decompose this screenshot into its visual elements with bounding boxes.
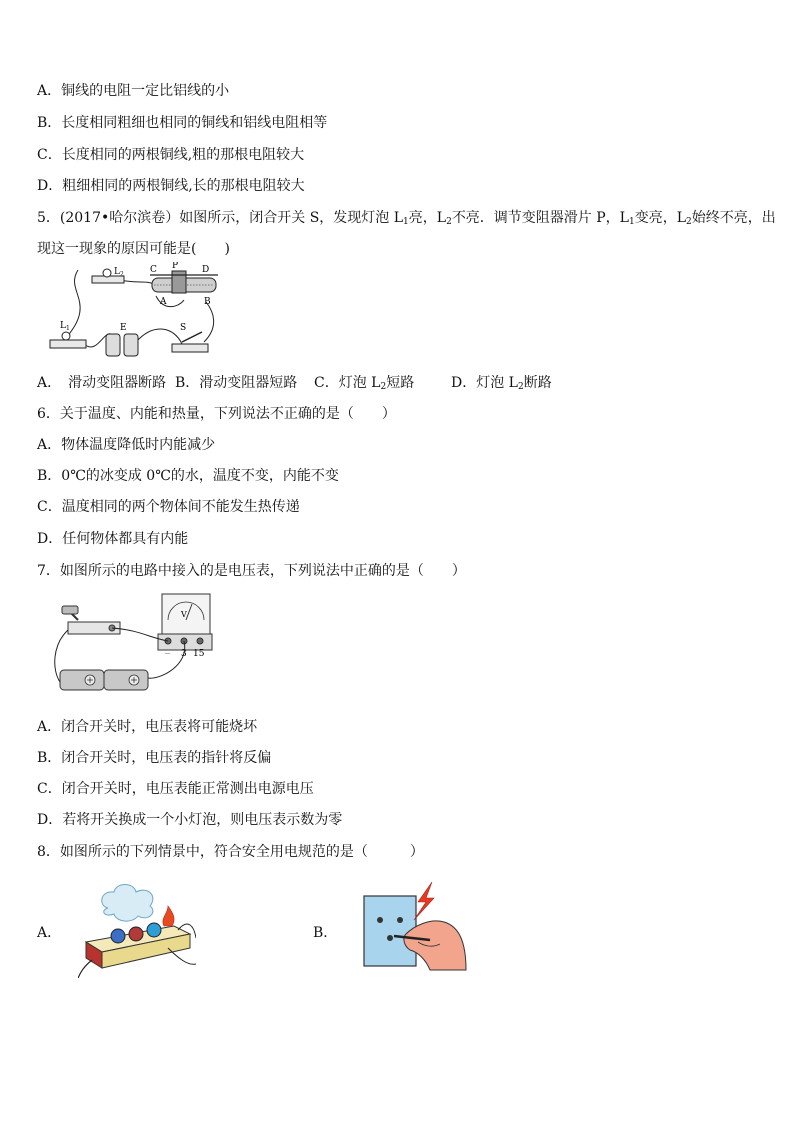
l1-label: L (60, 321, 66, 331)
q4-option-b: B．长度相同粗细也相同的铜线和铝线电阻相等 (37, 115, 328, 131)
subscript: 1 (628, 217, 635, 227)
q4-option-a: A．铜线的电阻一定比铝线的小 (37, 83, 230, 99)
q6-option-a: A．物体温度降低时内能减少 (37, 437, 216, 453)
subscript: 2 (119, 271, 124, 278)
q5-option-c-text: 短路 (386, 375, 415, 391)
q5-circuit-figure (44, 262, 234, 362)
q5-stem-part: 变亮，L (634, 210, 687, 226)
subscript: 1 (403, 217, 409, 227)
svg-text:L1 (60, 321, 70, 332)
q7-option-b: B．闭合开关时，电压表的指针将反偏 (37, 750, 272, 766)
q6-option-d: D．任何物体都具有内能 (37, 531, 189, 547)
bulb-icon (103, 269, 111, 277)
q5-stem-line2: 现这一现象的原因可能是( ) (37, 241, 230, 257)
q8-image-a-overloaded-socket (78, 878, 196, 980)
q5-option-c (314, 374, 414, 396)
l2-label: L (114, 267, 120, 277)
subscript: 1 (65, 325, 70, 332)
battery-e-label: E (120, 323, 127, 333)
terminal-15-label: 15 (193, 649, 205, 659)
slider-p-label: P (172, 262, 179, 271)
terminal-a-label: A (160, 297, 167, 307)
q5-option-d (451, 374, 552, 396)
q7-option-c: C．闭合开关时，电压表能正常测出电源电压 (37, 781, 314, 797)
subscript: 2 (686, 217, 692, 227)
subscript: 2 (380, 382, 387, 392)
q5-stem-part: 5．(2017•哈尔滨卷）如图所示，闭合开关 S，发现灯泡 L (37, 210, 404, 226)
q5-option-d-text: 断路 (523, 375, 552, 391)
subscript: 2 (517, 382, 524, 392)
q8-stem: 8．如图所示的下列情景中，符合安全用电规范的是（ ） (37, 844, 424, 860)
q6-option-c: C．温度相同的两个物体间不能发生热传递 (37, 499, 300, 515)
q5-option-b: B．滑动变阻器短路 (175, 375, 298, 391)
terminal-d-label: D (202, 265, 210, 275)
switch-s-label: S (180, 323, 187, 333)
q8-image-b-finger-in-socket (360, 880, 468, 972)
subscript: 2 (446, 217, 452, 227)
q8-label-a: A． (37, 925, 62, 941)
svg-text:L2 (114, 267, 124, 278)
q8-label-b: B． (313, 925, 338, 941)
q7-option-a: A．闭合开关时，电压表将可能烧坏 (37, 719, 258, 735)
q7-voltmeter-circuit-figure (50, 590, 215, 695)
terminal-3-label: 3 (181, 649, 187, 659)
q4-option-c: C．长度相同的两根铜线,粗的那根电阻较大 (37, 147, 305, 163)
q5-option-d-text: D．灯泡 L (451, 375, 518, 391)
q7-option-d: D．若将开关换成一个小灯泡，则电压表示数为零 (37, 812, 343, 828)
q7-stem: 7．如图所示的电路中接入的是电压表，下列说法中正确的是（ ） (37, 563, 466, 579)
q5-stem-line1 (37, 209, 776, 231)
voltmeter-v-label: V (181, 610, 187, 619)
q5-stem-part: 亮，L (408, 210, 447, 226)
q5-stem-part: 始终不亮，出 (691, 210, 776, 226)
terminal-b-label: B (204, 297, 211, 307)
q6-option-b: B．0℃的冰变成 0℃的水，温度不变，内能不变 (37, 468, 339, 484)
q5-option-a: A． 滑动变阻器断路 (37, 375, 167, 391)
q4-option-d: D．粗细相同的两根铜线,长的那根电阻较大 (37, 178, 305, 194)
lightning-icon (414, 882, 434, 920)
q5-stem-part: 不亮．调节变阻器滑片 P，L (451, 210, 629, 226)
bulb-icon (62, 332, 70, 340)
terminal-c-label: C (150, 265, 157, 275)
q6-stem: 6．关于温度、内能和热量，下列说法不正确的是（ ） (37, 406, 396, 422)
minus-terminal-label: － (164, 650, 171, 658)
q5-option-c-text: C．灯泡 L (314, 375, 381, 391)
